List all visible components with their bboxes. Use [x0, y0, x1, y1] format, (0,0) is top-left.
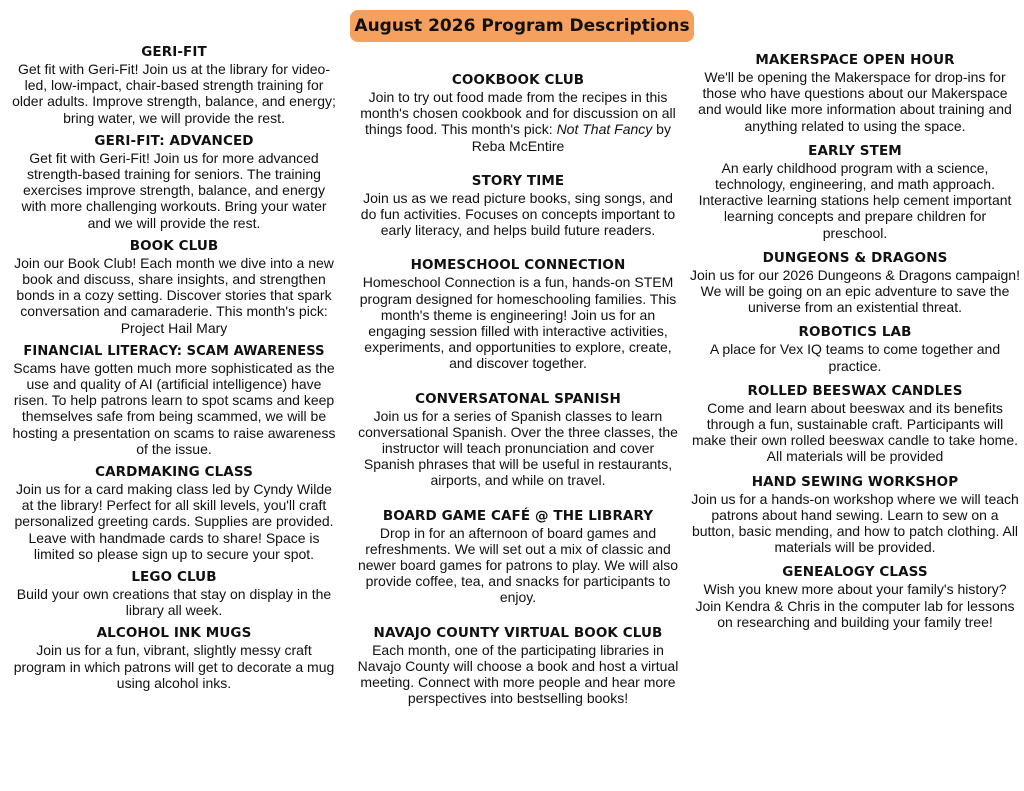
program-dungeons-and-dragons: [690, 250, 1020, 316]
program-description: A place for Vex IQ teams to come together and practice.: [709, 341, 1001, 374]
program-board-game-cafe: [356, 508, 680, 606]
program-title: GERI-FIT: [141, 44, 207, 60]
program-title: STORY TIME: [471, 172, 565, 189]
program-description: Join us for a series of Spanish classes to learn conversational Spanish. Over the three classes, the instructor will teach pronunciation and cover Spanish phrases that will be useful in restaurants, airports, and while on travel.: [358, 407, 678, 489]
program-description: We'll be opening the Makerspace for drop-ins for those who have questions about our Makerspace and would like more information about training and anything related to using the space.: [698, 69, 1012, 134]
program-title: BOOK CLUB: [129, 237, 219, 254]
program-cardmaking-class: [10, 464, 338, 562]
program-conversational-spanish: [356, 391, 680, 489]
description-text: Join to try out food made from the recipes in this month's chosen cookbook and for discussion on all things food. This month's pick:: [360, 89, 676, 138]
program-description: Join us for a hands-on workshop where we will teach patrons about hand sewing. Learn to sew on a button, basic mending, and how to patch clothing. All materials will be provided.: [691, 490, 1019, 556]
program-title: FINANCIAL LITERACY: SCAM AWARENESS: [23, 343, 325, 359]
program-title: ROLLED BEESWAX CANDLES: [747, 382, 963, 399]
program-description: Join our Book Club! Each month we dive into a new book and discuss, share insights, and strengthen bonds in a cozy setting. Discover stories that spark conversation and camaraderie. This month's pick: Project Hail Mary: [14, 254, 334, 336]
program-title: LEGO CLUB: [131, 569, 217, 586]
program-geri-fit: [10, 44, 338, 126]
program-description: Come and learn about beeswax and its benefits through a fun, sustainable craft. Participants will make their own rolled beeswax candle to take home. All materials will be provided: [691, 399, 1019, 465]
program-hand-sewing-workshop: [690, 474, 1020, 556]
column-middle: [356, 72, 680, 725]
program-title: DUNGEONS & DRAGONS: [762, 249, 948, 266]
page-title: August 2026 Program Descriptions: [350, 10, 694, 42]
program-financial-literacy: [10, 343, 338, 457]
program-title: ALCOHOL INK MUGS: [96, 625, 252, 642]
program-robotics-lab: [690, 324, 1020, 373]
book-title: Not That Fancy: [556, 121, 653, 138]
program-description: Build your own creations that stay on display in the library all week.: [16, 586, 332, 619]
program-title: CONVERSATONAL SPANISH: [415, 390, 621, 407]
program-title: ROBOTICS LAB: [798, 324, 912, 341]
program-story-time: [356, 173, 680, 239]
program-lego-club: [10, 569, 338, 618]
program-description: Join us for our 2026 Dungeons & Dragons campaign! We will be going on an epic adventure to save the universe from an existential threat.: [690, 266, 1020, 316]
program-genealogy-class: [690, 564, 1020, 630]
program-title: HAND SEWING WORKSHOP: [751, 473, 959, 490]
program-makerspace-open-hour: [690, 52, 1020, 134]
program-description: Get fit with Geri-Fit! Join us for more advanced strength-based training for seniors. The training exercises improve strength, balance, and energy with more challenging workouts. Bring your water and we will provide the rest.: [21, 149, 327, 231]
program-description: Join us as we read picture books, sing songs, and do fun activities. Focuses on concepts important to early literacy, and helps build future readers.: [360, 189, 676, 239]
program-description: Scams have gotten much more sophisticated as the use and quality of AI (artificial intelligence) have risen. To help patrons learn to spot scams and keep themselves safe from being scammed, we will be hosting a presentation on scams to raise awareness of the issue.: [12, 359, 336, 457]
program-description: Join us for a card making class led by Cyndy Wilde at the library! Perfect for all skill levels, you'll craft personalized greeting cards. Supplies are provided. Leave with handmade cards to share! Space is limited so please sign up to secure your spot.: [14, 481, 334, 562]
program-cookbook-club: [356, 72, 680, 154]
program-alcohol-ink-mugs: [10, 625, 338, 691]
program-title: BOARD GAME CAFÉ @ THE LIBRARY: [382, 507, 654, 524]
program-title: EARLY STEM: [808, 142, 902, 159]
program-title: CARDMAKING CLASS: [95, 464, 253, 481]
program-title: GENEALOGY CLASS: [782, 564, 928, 581]
program-description: Get fit with Geri-Fit! Join us at the library for video-led, low-impact, chair-based strength training for older adults. Improve strength, balance, and energy; bring water, we will provide the rest.: [12, 61, 336, 126]
program-description: Drop in for an afternoon of board games and refreshments. We will set out a mix of classic and newer board games for patrons to play. We will also provide coffee, tea, and snacks for participants to enjoy.: [357, 524, 679, 606]
program-title: MAKERSPACE OPEN HOUR: [755, 52, 955, 68]
program-early-stem: [690, 143, 1020, 241]
program-description: Join us for a fun, vibrant, slightly messy craft program in which patrons will get to decorate a mug using alcohol inks.: [13, 642, 335, 691]
program-rolled-beeswax-candles: [690, 383, 1020, 465]
program-description: Each month, one of the participating libraries in Navajo County will choose a book and host a virtual meeting. Connect with more people and hear more perspectives into bestselling books!: [357, 641, 679, 707]
program-navajo-county-virtual-book-club: [356, 625, 680, 707]
program-title: NAVAJO COUNTY VIRTUAL BOOK CLUB: [373, 624, 663, 641]
program-title: COOKBOOK CLUB: [451, 72, 585, 88]
column-right: [690, 52, 1020, 639]
program-description: Homeschool Connection is a fun, hands-on STEM program designed for homeschooling families. This month's theme is engineering! Join us for an engaging session filled with interactive activities, experiments, and opportunities to explore, create, and discover together.: [359, 274, 677, 372]
program-homeschool-connection: [356, 257, 680, 371]
program-book-club: [10, 238, 338, 336]
program-title: GERI-FIT: ADVANCED: [94, 132, 254, 149]
description-text: by Reba McEntire: [471, 121, 671, 154]
program-description: An early childhood program with a science, technology, engineering, and math approach. Interactive learning stations help cement important learning concepts and prepare children for preschool.: [698, 159, 1012, 241]
column-left: [10, 44, 338, 698]
program-geri-fit-advanced: [10, 133, 338, 231]
program-description: [356, 89, 680, 154]
program-title: HOMESCHOOL CONNECTION: [410, 257, 626, 274]
program-description: Wish you knew more about your family's history? Join Kendra & Chris in the computer lab for lessons on researching and building your family tree!: [695, 581, 1015, 630]
